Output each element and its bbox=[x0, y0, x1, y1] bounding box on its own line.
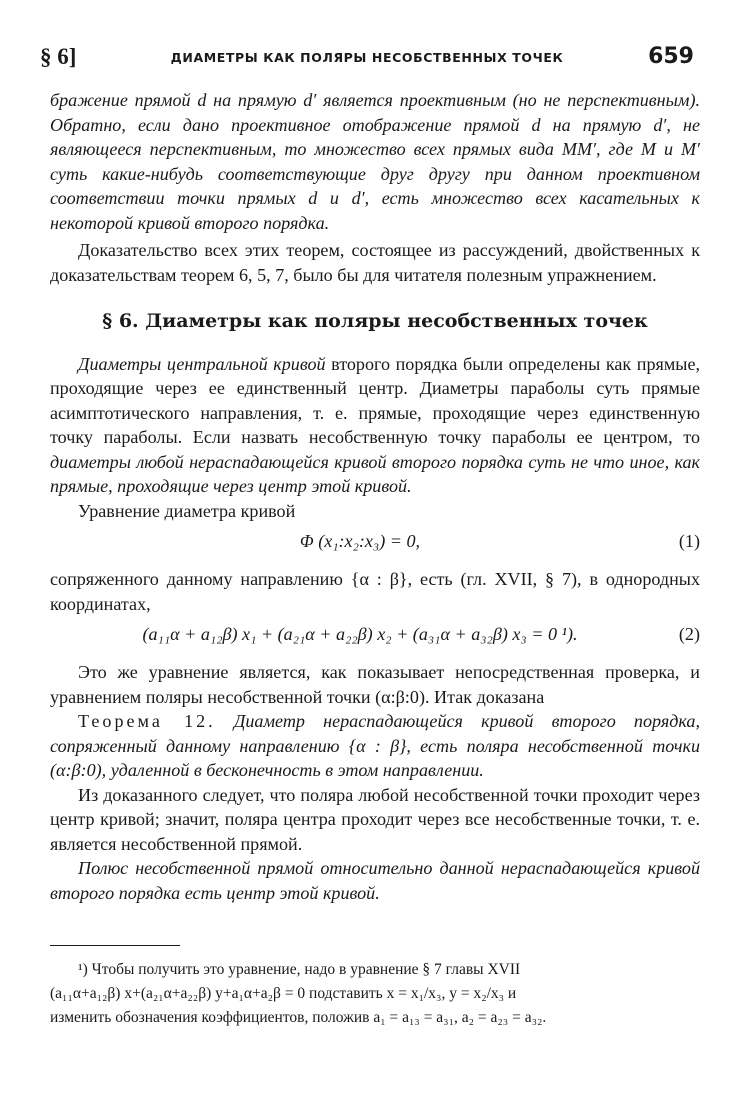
footnote-rule bbox=[50, 945, 180, 946]
footnote-line-3: изменить обозначения коэффициентов, положив a₁ = a₁₃ = a₃₁, a₂ = a₂₃ = a₃₂. bbox=[50, 1009, 547, 1026]
paragraph-consequence: Из доказанного следует, что поляра любой несобственной точки проходит через центр кривой; значит, поляра центра проходит через все несобственные точки, т. е. является несобственной прямой. bbox=[50, 784, 700, 854]
italic-term: Диаметры центральной кривой bbox=[78, 353, 326, 374]
equation-2-number: (2) bbox=[678, 624, 700, 644]
theorem-12 bbox=[50, 709, 700, 783]
running-header bbox=[40, 44, 694, 78]
theorem-label: Теорема 12. bbox=[78, 711, 216, 731]
paragraph-equation-intro: Уравнение диаметра кривой bbox=[78, 500, 296, 521]
equation-1-expression: Φ (x₁:x₂:x₃) = 0, bbox=[299, 531, 421, 551]
paragraph-verification: Это же уравнение является, как показывает непосредственная проверка, и уравнением поляры несобственной точки (α:β:0). Итак доказана bbox=[50, 662, 700, 707]
header-title: ДИАМЕТРЫ КАК ПОЛЯРЫ НЕСОБСТВЕННЫХ ТОЧЕК bbox=[170, 50, 564, 65]
equation-2 bbox=[50, 622, 700, 654]
page-body bbox=[50, 88, 700, 1030]
footnote bbox=[50, 958, 700, 1030]
header-section-number: § 6] bbox=[40, 44, 77, 69]
section-heading: § 6. Диаметры как поляры несобственных точек bbox=[102, 310, 648, 332]
footnote-line-1: ¹) Чтобы получить это уравнение, надо в уравнение § 7 главы XVII bbox=[78, 961, 521, 978]
equation-1 bbox=[50, 529, 700, 561]
footnote-line-2: (a₁₁α+a₁₂β) x+(a₂₁α+a₂₂β) y+a₁α+a₂β = 0 подставить x = x₁/x₃, y = x₂/x₃ и bbox=[50, 985, 517, 1002]
equation-2-expression: (a₁₁α + a₁₂β) x₁ + (a₂₁α + a₂₂β) x₂ + (a₃₁α + a₃₂β) x₃ = 0 ¹). bbox=[142, 624, 578, 644]
theorem-text: Диаметр нераспадающейся кривой второго порядка, сопряженный данному направлению {α : β}, есть поляра несобственной точки (α:β:0), удаленной в бесконечность в этом направлении. bbox=[50, 711, 700, 780]
paragraph-diameters bbox=[50, 352, 700, 499]
equation-1-number: (1) bbox=[678, 531, 700, 551]
italic-statement: диаметры любой нераспадающейся кривой второго порядка суть не что иное, как прямые, проходящие через центр этой кривой. bbox=[50, 451, 700, 496]
paragraph-pole: Полюс несобственной прямой относительно данной нераспадающейся кривой второго порядка есть центр этой кривой. bbox=[50, 858, 700, 903]
paragraph-text: второго порядка были определены как прямые, проходящие через ее единственный центр. Диаметры параболы суть прямые асимптотического направления, т. е. прямые, проходящие через единственную точку параболы. Если назвать несобственную точку параболы ее центром, то bbox=[50, 353, 700, 447]
paragraph-theorem-continuation: бражение прямой d на прямую d′ является проективным (но не перспективным). Обратно, если дано проективное отображение прямой d на прямую d′, не являющееся перспективным, то множество всех прямых вида MM′, где M и M′ суть какие-нибудь соответствующие друг другу при данном проективном соответствии точки прямых d и d′, есть множество всех касательных к некоторой кривой второго порядка. bbox=[50, 90, 700, 233]
page-number: 659 bbox=[648, 44, 694, 69]
paragraph-conjugate: сопряженного данному направлению {α : β}, есть (гл. XVII, § 7), в однородных координатах, bbox=[50, 569, 700, 614]
paragraph-proof-note: Доказательство всех этих теорем, состоящее из рассуждений, двойственных к доказательствам теорем 6, 5, 7, было бы для читателя полезным упражнением. bbox=[50, 240, 700, 285]
